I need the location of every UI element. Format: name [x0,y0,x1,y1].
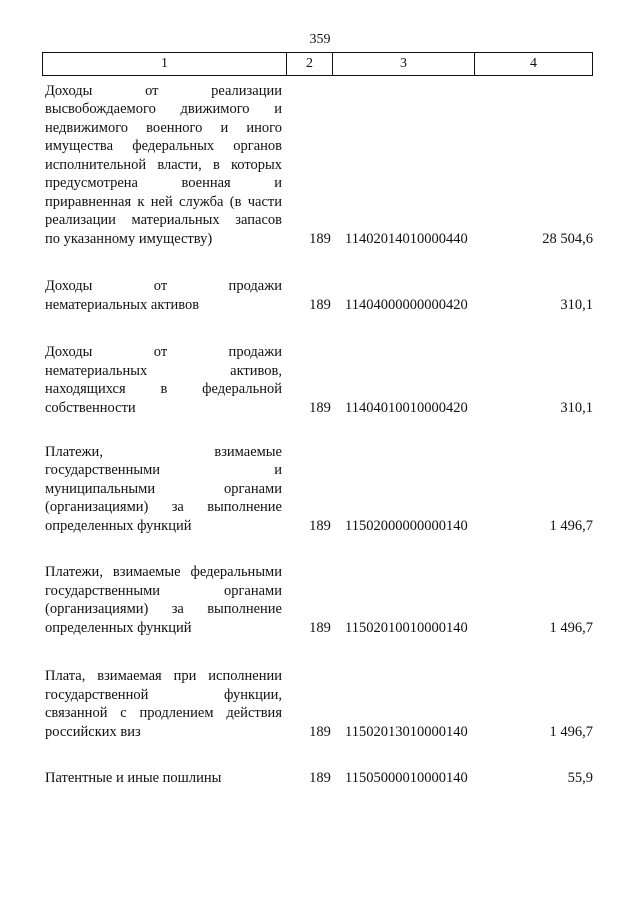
column-header-4: 4 [530,56,537,71]
description-line: Платежи, взимаемые [45,443,282,460]
table-row [45,564,593,637]
amount: 310,1 [560,296,593,313]
row-description [45,343,282,417]
description-line: высвобождаемого движимого и [45,101,282,117]
table-row [45,346,593,417]
description-line: государственными органами [45,582,282,599]
row-description [45,443,282,536]
description-line: Патентные и иные пошлины [45,769,222,786]
amount: 1 496,7 [549,723,593,740]
admin-code: 189 [309,769,331,786]
amount: 1 496,7 [549,619,593,636]
description-line: определенных функций [45,517,192,534]
description-line: связанной с продлением действия [45,705,282,721]
description-line: муниципальными органами [45,480,282,497]
description-line: приравненная к ней служба (в части [45,193,282,210]
table-row [45,279,593,314]
description-line: Доходы от продажи [45,344,282,360]
income-code: 11502000000000140 [345,517,468,534]
column-header-1: 1 [43,53,287,75]
table-row [45,768,593,787]
amount: 55,9 [567,769,593,786]
description-line: по указанному имуществу) [45,230,213,247]
amount: 310,1 [560,399,593,416]
admin-code: 189 [309,296,331,313]
description-line: нематериальных активов, [45,362,282,379]
table-row [45,82,593,248]
description-line: (организациями) за выполнение [45,601,282,617]
income-code: 11404010010000420 [345,399,468,416]
description-line: Платежи, взимаемые федеральными [45,564,282,580]
table-header [42,52,593,76]
description-line: российских виз [45,723,141,740]
description-line: реализации материальных запасов [45,212,282,228]
row-description [45,667,282,741]
amount: 28 504,6 [542,230,593,247]
description-line: недвижимого военного и иного [45,119,282,136]
description-line: находящихся в федеральной [45,381,282,397]
description-line: Доходы от реализации [45,82,282,99]
income-code: 11404000000000420 [345,296,468,313]
amount: 1 496,7 [549,517,593,534]
column-header-3: 3 [333,53,475,75]
description-line: Плата, взимаемая при исполнении [45,668,282,684]
description-line: нематериальных активов [45,296,200,313]
description-line: государственными и [45,462,282,478]
description-line: собственности [45,399,136,416]
description-line: определенных функций [45,619,192,636]
admin-code: 189 [309,230,331,247]
description-line: предусмотрена военная и [45,175,282,191]
table-row [45,668,593,741]
income-code: 11502010010000140 [345,619,468,636]
row-description [45,82,282,249]
income-code: 11402014010000440 [345,230,468,247]
description-line: Доходы от продажи [45,278,282,294]
admin-code: 189 [309,517,331,534]
admin-code: 189 [309,619,331,636]
row-description [45,277,282,314]
row-description [45,769,282,788]
description-line: государственной функции, [45,686,282,703]
description-line: имущества федеральных органов [45,138,282,154]
income-code: 11502013010000140 [345,723,468,740]
admin-code: 189 [309,399,331,416]
description-line: исполнительной власти, в которых [45,156,282,173]
column-header-2: 2 [287,53,333,75]
row-description [45,563,282,637]
admin-code: 189 [309,723,331,740]
income-code: 11505000010000140 [345,769,468,786]
page-number: 359 [309,32,331,47]
description-line: (организациями) за выполнение [45,499,282,515]
table-row [45,443,593,535]
